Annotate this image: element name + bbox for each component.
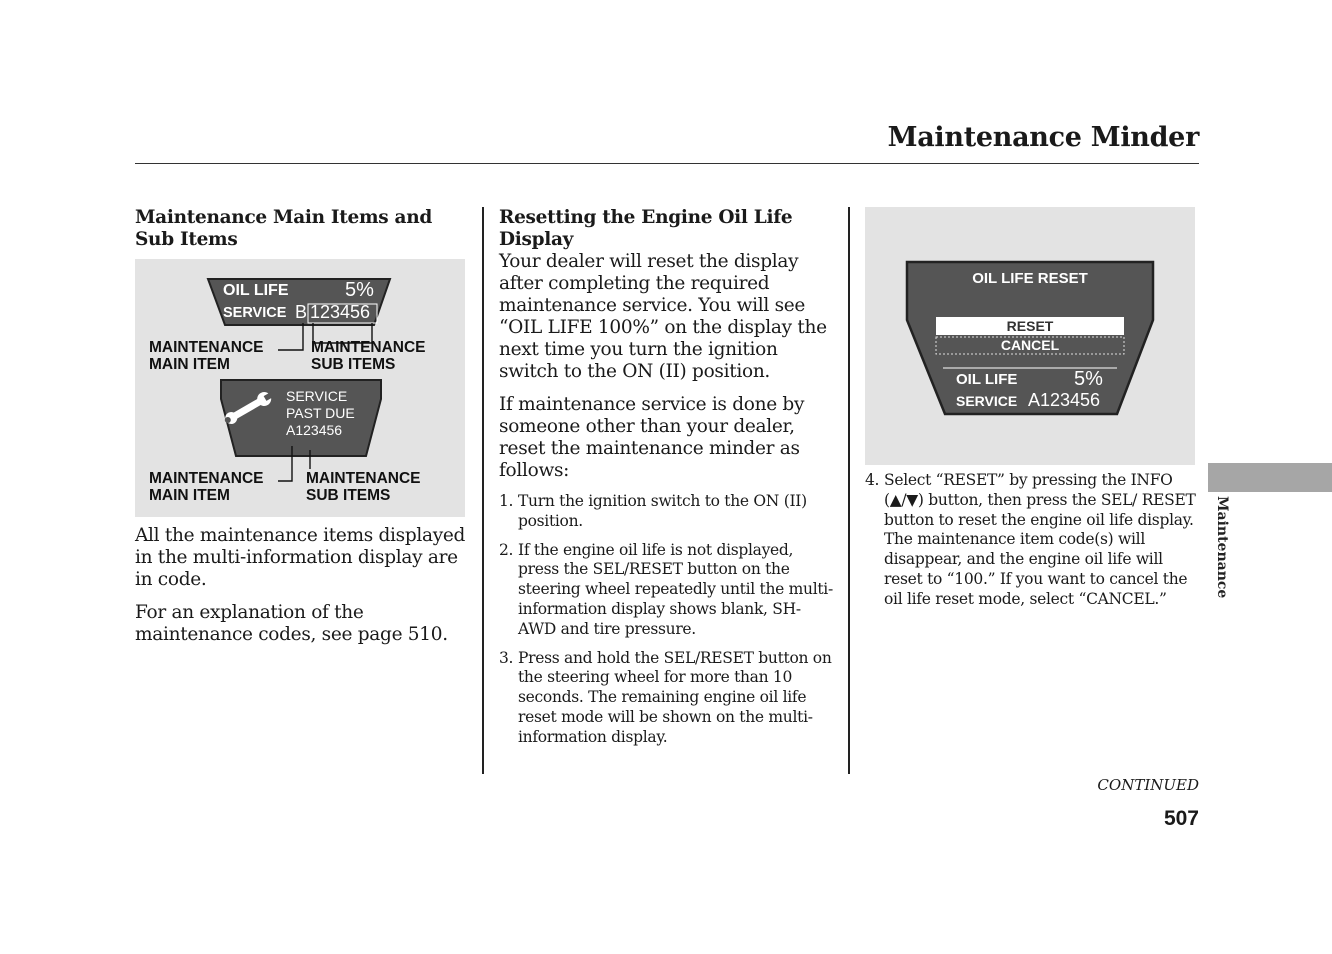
oil-life-reset-display bbox=[865, 207, 1195, 465]
reset-display-oil-label: OIL LIFE bbox=[956, 371, 1018, 388]
items-coded-paragraph: All the maintenance items displayed in the multi-information display are in code. bbox=[135, 525, 466, 590]
reset-step-3: 3. Press and hold the SEL/RESET button on the steering wheel for more than 10 seconds. The remaining engine oil life reset mode will be shown on the multi-information display. bbox=[499, 648, 832, 746]
middle-column bbox=[499, 207, 835, 757]
dealer-reset-paragraph: Your dealer will reset the display after completing the required maintenance service. You will see “OIL LIFE 100%” on the display the next time you turn the ignition switch to the ON (II) position. bbox=[499, 251, 827, 382]
section-heading-resetting: Resetting the Engine Oil Life Display bbox=[499, 207, 793, 250]
main-item-connector bbox=[278, 323, 303, 350]
side-tab bbox=[1208, 463, 1332, 492]
continued-label: CONTINUED bbox=[1097, 776, 1199, 794]
oil-life-reset-figure bbox=[865, 207, 1195, 465]
reset-display-service-label: SERVICE bbox=[956, 393, 1018, 409]
display-service-main-code: B bbox=[295, 302, 308, 322]
display-oil-label: OIL LIFE bbox=[223, 282, 289, 299]
reset-steps-continued bbox=[865, 471, 1199, 610]
label-maintenance-main-item: MAINTENANCE MAIN ITEM bbox=[149, 339, 264, 373]
display-oil-value: 5% bbox=[345, 279, 374, 301]
side-tab-label: Maintenance bbox=[1214, 496, 1230, 599]
label-maintenance-sub-items-2: MAINTENANCE SUB ITEMS bbox=[306, 470, 421, 504]
maintenance-items-figure bbox=[135, 259, 465, 517]
past-due-code bbox=[286, 422, 342, 438]
codes-explanation-paragraph: For an explanation of the maintenance codes, see page 510. bbox=[135, 602, 448, 645]
column-divider-2 bbox=[848, 207, 850, 774]
page-title: Maintenance Minder bbox=[887, 122, 1199, 153]
self-reset-paragraph: If maintenance service is done by someone other than your dealer, reset the maintenance minder as follows: bbox=[499, 394, 805, 481]
section-heading-main-sub-items: Maintenance Main Items and Sub Items bbox=[135, 207, 432, 250]
title-rule bbox=[135, 163, 1199, 164]
label-maintenance-sub-items: MAINTENANCE SUB ITEMS bbox=[311, 339, 426, 373]
past-due-line-2: PAST DUE bbox=[286, 405, 355, 421]
past-due-line-1: SERVICE bbox=[286, 388, 348, 404]
cancel-option: CANCEL bbox=[1000, 337, 1060, 353]
reset-step-1: 1. Turn the ignition switch to the ON (II) position. bbox=[499, 492, 807, 530]
past-due-sub-codes: 123456 bbox=[295, 422, 343, 438]
reset-option: RESET bbox=[1006, 318, 1054, 334]
reset-steps-list bbox=[499, 492, 835, 748]
past-due-main-code: A bbox=[286, 422, 296, 438]
column-divider-1 bbox=[482, 207, 484, 774]
reset-step-4: 4. Select “RESET” by pressing the INFO (▲/▼) button, then press the SEL/ RESET button to reset the engine oil life display. The maintenance item code(s) will disappear, and the engine oil life will reset to “100.” If you want to cancel the oil life reset mode, select “CANCEL.” bbox=[865, 471, 1196, 608]
label-maintenance-main-item-2: MAINTENANCE MAIN ITEM bbox=[149, 470, 264, 504]
reset-display-service-code: A123456 bbox=[1028, 390, 1101, 410]
display-service-label: SERVICE bbox=[223, 305, 287, 321]
right-column bbox=[865, 207, 1199, 619]
display-service-sub-codes: 123456 bbox=[310, 302, 371, 322]
page-number: 507 bbox=[1163, 807, 1199, 830]
left-column bbox=[135, 207, 471, 646]
reset-display-oil-value: 5% bbox=[1074, 368, 1103, 390]
reset-step-2: 2. If the engine oil life is not displayed, press the SEL/RESET button on the steering wheel repeatedly until the multi-information display shows blank, SH-AWD and tire pressure. bbox=[499, 540, 833, 638]
reset-display-title: OIL LIFE RESET bbox=[972, 270, 1088, 287]
